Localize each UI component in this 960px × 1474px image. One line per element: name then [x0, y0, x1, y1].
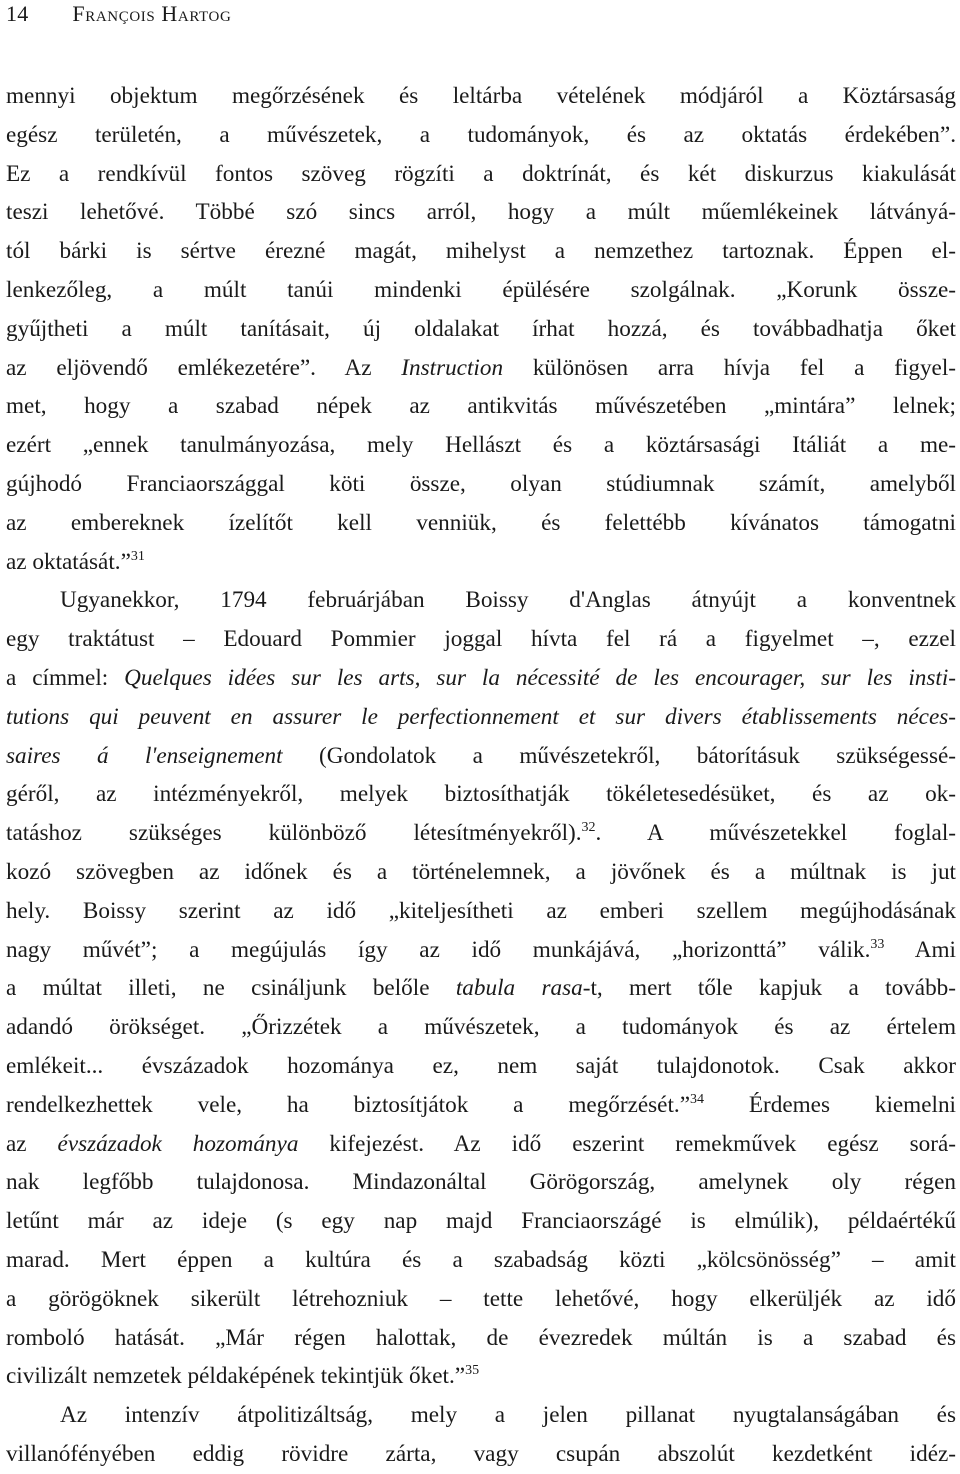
text-run: egész területén, a művészetek, a tudományok, és az oktatás érdekében”. — [6, 121, 956, 148]
text-line — [6, 1241, 956, 1280]
text-run: a címmel: — [6, 664, 125, 691]
text-line — [6, 1086, 956, 1125]
body-text — [6, 77, 956, 1474]
italic-title: tabula rasa — [455, 975, 583, 1002]
footnote-reference: 33 — [870, 936, 885, 952]
text-run: tatáshoz szükséges különböző létesítményekről). — [6, 820, 582, 847]
text-run: romboló hatását. „Már régen halottak, de évezredek múltán is a szabad és — [6, 1324, 956, 1351]
text-line — [6, 310, 956, 349]
text-line — [6, 155, 956, 194]
text-run: különösen arra hívja fel a figyel- — [503, 354, 956, 381]
page-number: 14 — [6, 1, 29, 26]
text-run: kifejezést. Az idő eszerint remekművek egész sorá- — [298, 1130, 956, 1157]
footnote-reference: 31 — [130, 548, 145, 564]
footnote-reference: 34 — [690, 1091, 704, 1107]
text-run: lenkezőleg, a múlt tanúi mindenki épülésére szolgálnak. „Korunk össze- — [6, 276, 956, 303]
text-run: civilizált nemzetek példaképének tekintjük őket.” — [6, 1363, 466, 1390]
text-line — [6, 853, 956, 892]
text-run: met, hogy a szabad népek az antikvitás művészetében „mintára” lelnek; — [6, 393, 956, 420]
text-line — [6, 271, 956, 310]
text-run: . A művészetekkel foglal- — [595, 820, 956, 847]
text-line — [6, 1357, 956, 1396]
text-run: az — [6, 1130, 58, 1157]
text-run: Ugyanekkor, 1794 februárjában Boissy d'Anglas átnyújt a konventnek — [60, 587, 956, 614]
text-run: adandó örökséget. „Őrizzétek a művészetek, a tudományok és az értelem — [6, 1014, 956, 1041]
text-line — [6, 1280, 956, 1319]
text-run: nak legfőbb tulajdonosa. Mindazonáltal Görögország, amelynek oly régen — [6, 1169, 956, 1196]
text-run: Ez a rendkívül fontos szöveg rögzíti a doktrínát, és két diskurzus kiakulását — [6, 160, 956, 187]
text-line — [6, 1047, 956, 1086]
text-run: emlékeit... évszázadok hozománya ez, nem saját tulajdonotok. Csak akkor — [6, 1052, 956, 1079]
text-line — [6, 426, 956, 465]
text-line — [6, 543, 956, 582]
text-line — [6, 232, 956, 271]
text-run: mennyi objektum megőrzésének és leltárba vételének módjáról a Köztársaság — [6, 83, 956, 109]
text-line — [6, 1202, 956, 1241]
text-run: hely. Boissy szerint az idő „kiteljesítheti az emberi szellem megújhodásának — [6, 897, 956, 924]
text-run: marad. Mert éppen a kultúra és a szabadság közti „kölcsönösség” – amit — [6, 1246, 956, 1273]
text-run: egy traktátust – Edouard Pommier joggal hívta fel rá a figyelmet –, ezzel — [6, 626, 956, 653]
text-line — [6, 698, 956, 737]
text-run: (Gondolatok a művészetekről, bátorításuk szükségessé- — [282, 742, 956, 769]
text-line — [6, 659, 956, 698]
text-run: tól bárki is sértve érezné magát, mihelyst a nemzethez tartoznak. Éppen el- — [6, 238, 956, 265]
text-run: letűnt már az ideje (s egy nap majd Franciaországé is elmúlik), példaértékű — [6, 1208, 956, 1235]
text-line — [6, 620, 956, 659]
text-line — [6, 77, 956, 116]
text-run: nagy művét”; a megújulás így az idő munkájává, „horizonttá” válik. — [6, 936, 871, 963]
text-run: gyűjtheti a múlt tanításait, új oldalakat írhat hozzá, és továbbadhatja őket — [6, 315, 956, 342]
text-line — [6, 892, 956, 931]
text-run: az oktatását.” — [6, 548, 131, 575]
text-run: az eljövendő emlékezetére”. Az — [6, 354, 402, 381]
text-run: villanófényében eddig rövidre zárta, vagy csupán abszolút kezdetként idéz- — [6, 1440, 956, 1467]
text-run: kozó szövegben az időnek és a történelemnek, a jövőnek és a múltnak is jut — [6, 858, 956, 885]
text-run: gújhodó Franciaországgal köti össze, olyan stúdiumnak számít, amelyből — [6, 470, 956, 497]
text-line — [6, 1319, 956, 1358]
footnote-reference: 32 — [581, 820, 596, 836]
text-line — [6, 387, 956, 426]
text-line — [6, 116, 956, 155]
italic-title: Instruction — [401, 354, 504, 381]
text-run: teszi lehetővé. Többé szó sincs arról, hogy a múlt műemlékeinek látványá- — [6, 199, 956, 226]
text-line — [6, 1163, 956, 1202]
text-line — [6, 193, 956, 232]
text-line — [6, 1435, 956, 1474]
italic-title: évszázadok hozománya — [57, 1130, 299, 1157]
text-line — [6, 1125, 956, 1164]
running-head-author: François Hartog — [72, 1, 232, 26]
text-line — [6, 1396, 956, 1435]
text-line — [6, 775, 956, 814]
text-run: a görögöknek sikerült létrehozniuk – tette lehetővé, hogy elkerüljék az idő — [6, 1285, 956, 1312]
text-run: ezért „ennek tanulmányozása, mely Hellászt és a köztársasági Itáliát a me- — [6, 432, 956, 459]
text-run: Ami — [884, 936, 956, 963]
text-line — [6, 504, 956, 543]
text-run: géről, az intézményekről, melyek biztosíthatják tökéletesedésüket, és az ok- — [6, 781, 956, 808]
text-line — [6, 1008, 956, 1047]
text-run: Érdemes kiemelni — [704, 1091, 956, 1118]
text-run: rendelkezhettek vele, ha biztosítjátok a megőrzését.” — [6, 1091, 690, 1118]
text-line — [6, 969, 956, 1008]
text-line — [6, 737, 956, 776]
text-run: az embereknek ízelítőt kell venniük, és felettébb kívánatos támogatni — [6, 509, 956, 536]
text-line — [6, 349, 956, 388]
running-head — [6, 0, 231, 28]
text-run: -t, mert tőle kapjuk a tovább- — [582, 975, 956, 1002]
text-run: a múltat illeti, ne csináljunk belőle — [6, 975, 456, 1002]
text-line — [6, 581, 956, 620]
italic-title: saires á l'enseignement — [6, 742, 283, 769]
italic-title: Quelques idées sur les arts, sur la nécessité de les encourager, sur les insti- — [124, 664, 956, 691]
footnote-reference: 35 — [465, 1363, 480, 1379]
text-line — [6, 465, 956, 504]
text-run: Az intenzív átpolitizáltság, mely a jelen pillanat nyugtalanságában és — [60, 1402, 956, 1429]
text-line — [6, 931, 956, 970]
italic-title: tutions qui peuvent en assurer le perfectionnement et sur divers établissements néces- — [6, 703, 956, 730]
text-line — [6, 814, 956, 853]
